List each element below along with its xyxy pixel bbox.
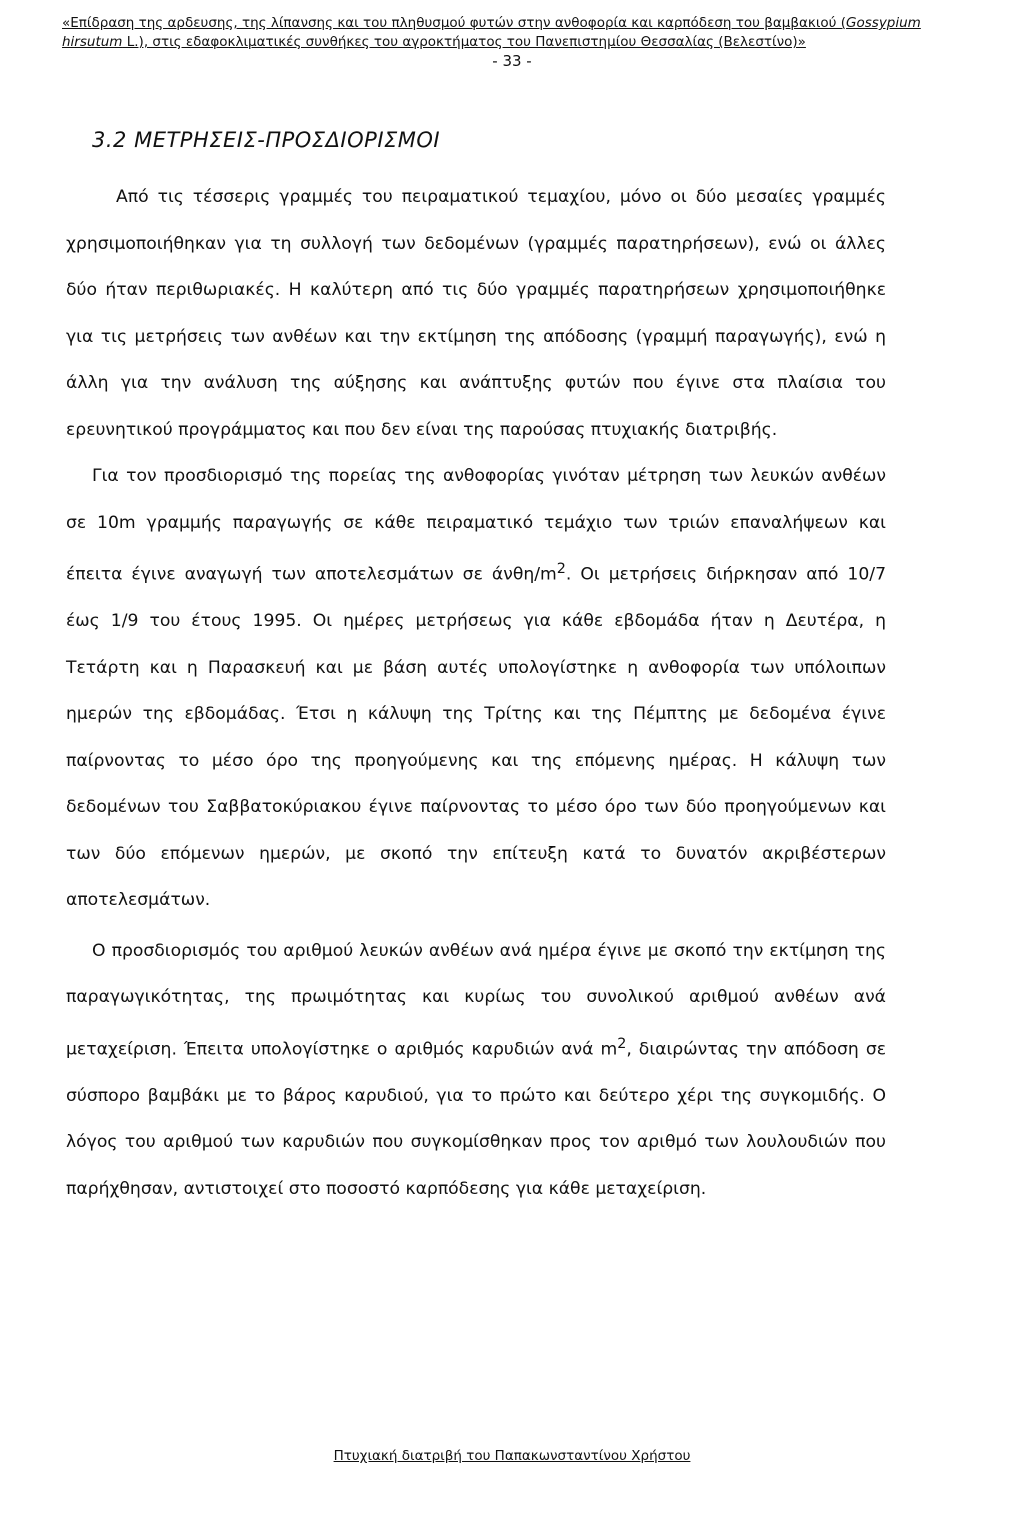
page-number: - 33 -: [492, 52, 532, 70]
running-header-line-1: «Επίδραση της αρδευσης, της λίπανσης και του πληθυσμού φυτών στην ανθοφορία και καρπόδεση του βαμβακιού (Gossypium: [62, 15, 921, 31]
superscript: 2: [617, 1035, 627, 1052]
paragraph-2: Για τον προσδιορισμό της πορείας της ανθοφορίας γινόταν μέτρηση των λευκών ανθέων σε 10m γραμμής παραγωγής σε κάθε πειραματικό τεμάχιο των τριών επαναλήψεων και έπειτα έγινε αναγωγή των αποτελεσμάτων σε άνθη/$m^2$. Οι μετρήσεις διήρκησαν από 10/7 έως 1/9 του έτους 1995. Οι ημέρες μετρήσεως για κάθε εβδομάδα ήταν η Δευτέρα, η Τετάρτη και η Παρασκευή και με βάση αυτές υπολογίστηκε η ανθοφορία των υπόλοιπων ημερών της εβδομάδας. Έτσι η κάλυψη της Τρίτης και της Πέμπτης με δεδομένα έγινε παίρνοντας το μέσο όρο της προηγούμενης και της επόμενης ημέρας. Η κάλυψη των δεδομένων του Σαββατοκύριακου έγινε παίρνοντας το μέσο όρο των δύο προηγούμενων και των δύο επόμενων ημερών, με σκοπό την επίτευξη κατά το δυνατόν ακριβέστερων αποτελεσμάτων.: [66, 466, 887, 911]
section-title: 3.2 ΜΕΤΡΗΣΕΙΣ-ΠΡΟΣΔΙΟΡΙΣΜΟΙ: [92, 128, 441, 152]
superscript: 2: [556, 561, 566, 577]
running-header-line-2: hirsutum L.), στις εδαφοκλιματικές συνθήκες του αγροκτήματος του Πανεπιστημίου Θεσσαλίας (Βελεστίνο)»: [62, 34, 806, 50]
species-name: Gossypium: [846, 15, 921, 31]
species-epithet: hirsutum: [62, 34, 123, 50]
running-header: [62, 14, 942, 52]
body-text: [66, 174, 886, 1212]
running-footer: Πτυχιακή διατριβή του Παπακωνσταντίνου Χρήστου: [333, 1448, 691, 1464]
paragraph-3: Ο προσδιορισμός του αριθμού λευκών ανθέων ανά ημέρα έγινε με σκοπό την εκτίμηση της παραγωγικότητας, της πρωιμότητας και κυρίως του συνολικού αριθμού ανθέων ανά μεταχείριση. Έπειτα υπολογίστηκε ο αριθμός καρυδιών ανά $m^2$, διαιρώντας την απόδοση σε σύσπορο βαμβάκι με το βάρος καρυδιού, για το πρώτο και δεύτερο χέρι της συγκομιδής. Ο λόγος του αριθμού των καρυδιών που συγκομίσθηκαν προς τον αριθμό των λουλουδιών που παρήχθησαν, αντιστοιχεί στο ποσοστό καρπόδεσης για κάθε μεταχείριση.: [66, 940, 887, 1199]
paragraph-1: Από τις τέσσερις γραμμές του πειραματικού τεμαχίου, μόνο οι δύο μεσαίες γραμμές χρησιμοποιήθηκαν για τη συλλογή των δεδομένων (γραμμές παρατηρήσεων), ενώ οι άλλες δύο ήταν περιθωριακές. Η καλύτερη από τις δύο γραμμές παρατηρήσεων χρησιμοποιήθηκε για τις μετρήσεις των ανθέων και την εκτίμηση της απόδοσης (γραμμή παραγωγής), ενώ η άλλη για την ανάλυση της αύξησης και ανάπτυξης φυτών που έγινε στα πλαίσια του ερευνητικού προγράμματος και που δεν είναι της παρούσας πτυχιακής διατριβής.: [66, 187, 886, 440]
